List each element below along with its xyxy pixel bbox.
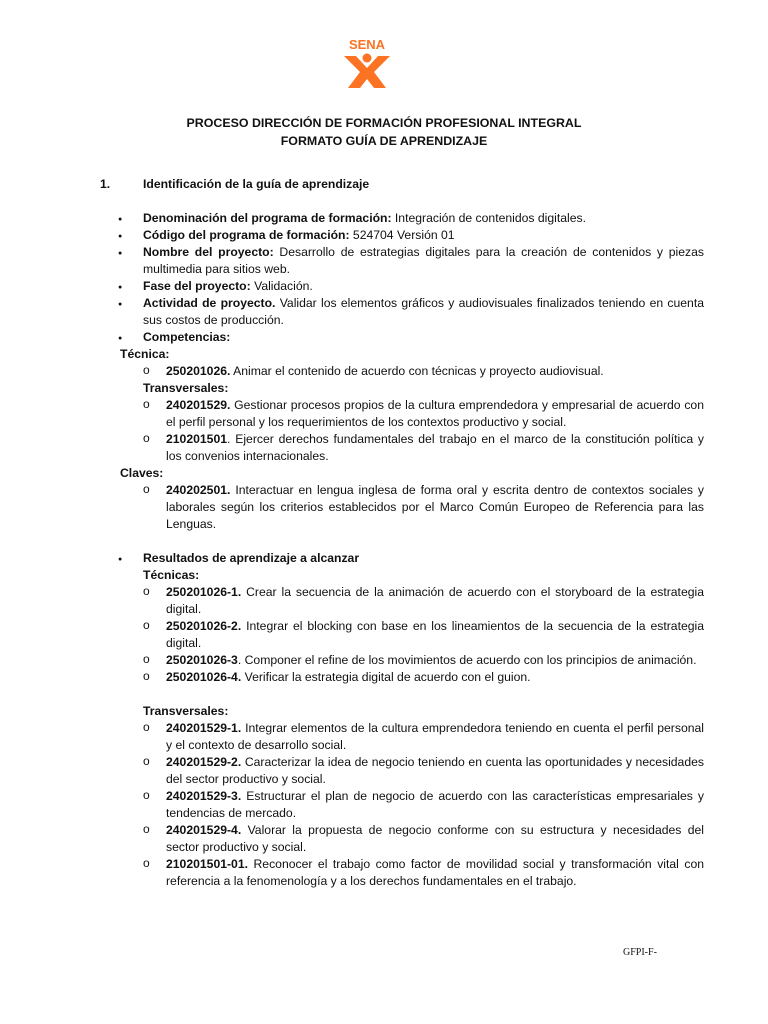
list-item: ● Actividad de proyecto. Validar los elementos gráficos y audiovisuales finalizados teniendo en cuenta sus costos de producción. — [118, 295, 704, 329]
list-item: ● Denominación del programa de formación: Integración de contenidos digitales. — [118, 210, 704, 227]
list-item: o 240201529-2. Caracterizar la idea de negocio teniendo en cuenta las oportunidades y necesidades del sector productivo y social. — [166, 754, 704, 788]
list-item: o 250201026. Animar el contenido de acuerdo con técnicas y proyecto audiovisual. — [166, 363, 704, 380]
document-titles — [0, 115, 768, 151]
list-item: ● Código del programa de formación: 524704 Versión 01 — [118, 227, 704, 244]
footer-code: GFPI-F- — [623, 947, 657, 958]
resultados-tecnicas-list — [118, 584, 704, 686]
list-item: o 250201026-4. Verificar la estrategia digital de acuerdo con el guion. — [166, 669, 704, 686]
resultados-tecnicas-label: Técnicas: — [143, 568, 200, 582]
resultados-transversales-list — [118, 720, 704, 890]
identification-list — [118, 210, 704, 346]
resultados-transversales-label: Transversales: — [143, 704, 229, 718]
competencias-claves-label: Claves: — [120, 466, 164, 480]
list-item: o 210201501. Ejercer derechos fundamentales del trabajo en el marco de la constitución política y los convenios internacionales. — [166, 431, 704, 465]
list-item: o 240201529. Gestionar procesos propios de la cultura emprendedora y empresarial de acuerdo con el perfil personal y los requerimientos de los contextos productivo y social. — [166, 397, 704, 431]
list-item: ● Nombre del proyecto: Desarrollo de estrategias digitales para la creación de contenidos y piezas multimedia para sitios web. — [118, 244, 704, 278]
list-item: o 240201529-4. Valorar la propuesta de negocio conforme con su estructura y necesidades del sector productivo y social. — [166, 822, 704, 856]
list-item: ● Fase del proyecto: Validación. — [118, 278, 704, 295]
competencias-transversales-label: Transversales: — [143, 381, 229, 395]
list-item: o 240201529-1. Integrar elementos de la cultura emprendedora teniendo en cuenta el perfil personal y el contexto de desarrollo social. — [166, 720, 704, 754]
list-item: o 250201026-1. Crear la secuencia de la animación de acuerdo con el storyboard de la estrategia digital. — [166, 584, 704, 618]
title-format: FORMATO GUÍA DE APRENDIZAJE — [280, 134, 488, 148]
sena-logo-icon — [336, 34, 398, 96]
section-number: 1. — [100, 177, 111, 191]
document-content — [100, 176, 704, 890]
resultados-list — [118, 550, 704, 567]
title-process: PROCESO DIRECCIÓN DE FORMACIÓN PROFESIONAL INTEGRAL — [186, 116, 582, 130]
list-item: o 240202501. Interactuar en lengua inglesa de forma oral y escrita dentro de contextos sociales y laborales según los criterios establecidos por el Marco Común Europeo de Referencia para las Lenguas. — [166, 482, 704, 533]
section-title: Identificación de la guía de aprendizaje — [143, 177, 370, 191]
competencias-claves-list — [118, 482, 704, 533]
list-item: o 210201501-01. Reconocer el trabajo como factor de movilidad social y transformación vital con referencia a la fenomenología y a los derechos fundamentales en el trabajo. — [166, 856, 704, 890]
competencias-tecnica-list — [118, 363, 704, 380]
competencias-transversales-list — [118, 397, 704, 465]
list-item: ● Resultados de aprendizaje a alcanzar — [118, 550, 704, 567]
section-heading — [100, 176, 704, 193]
sena-logo — [336, 34, 398, 96]
competencias-tecnica-label: Técnica: — [120, 347, 170, 361]
list-item: o 250201026-2. Integrar el blocking con base en los lineamientos de la secuencia de la estrategia digital. — [166, 618, 704, 652]
list-item: o 240201529-3. Estructurar el plan de negocio de acuerdo con las características empresariales y tendencias de mercado. — [166, 788, 704, 822]
logo-text: SENA — [348, 37, 386, 52]
list-item: ● Competencias: — [118, 329, 704, 346]
list-item: o 250201026-3. Componer el refine de los movimientos de acuerdo con los principios de animación. — [166, 652, 704, 669]
